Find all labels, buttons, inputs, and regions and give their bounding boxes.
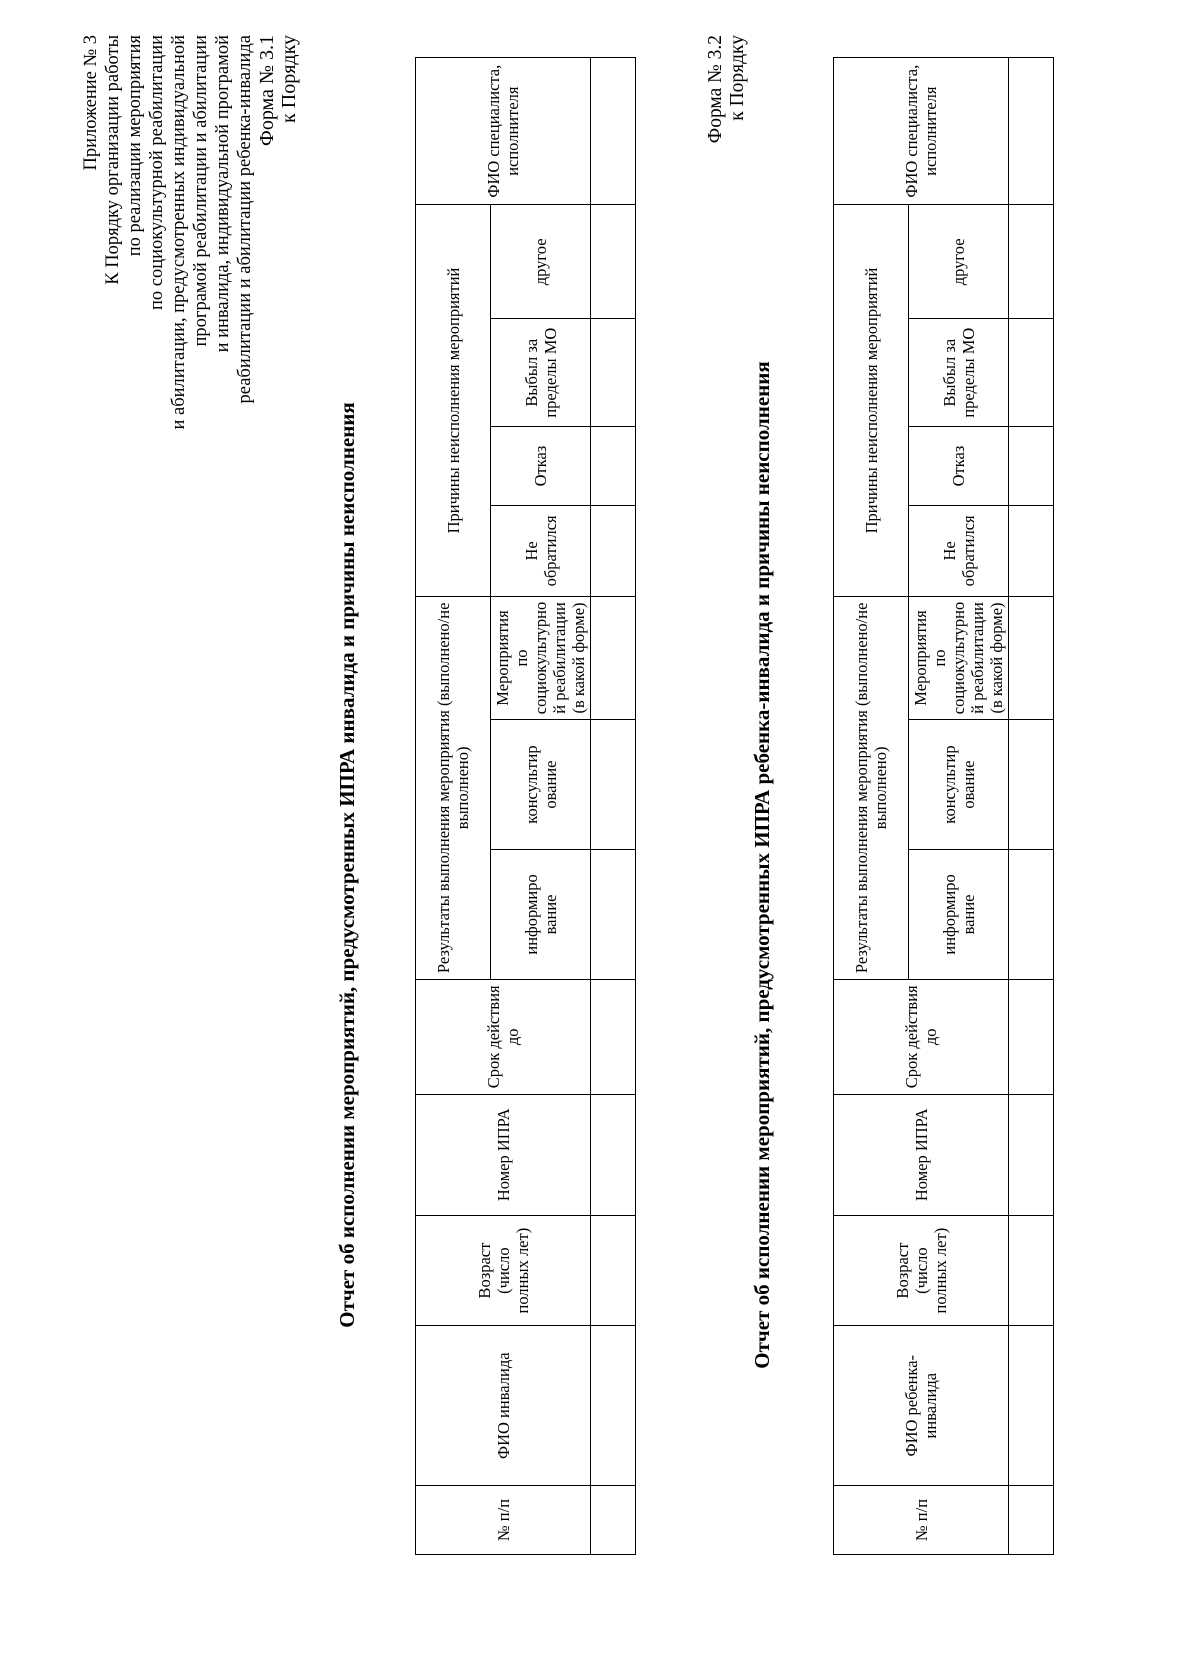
- cell-informing[interactable]: [591, 849, 636, 979]
- header-reasons: Причины неисполнения мероприятий: [416, 205, 491, 596]
- cell-num[interactable]: [591, 1486, 636, 1555]
- header-other: другое: [491, 205, 591, 319]
- header-num: № п/п: [834, 1486, 1009, 1555]
- cell-num[interactable]: [1009, 1486, 1054, 1555]
- header-not-applied: Не обратился: [909, 506, 1009, 597]
- header-term: Срок действия до: [416, 980, 591, 1095]
- appendix-line: Приложение № 3: [81, 35, 101, 171]
- header-other: другое: [909, 205, 1009, 319]
- cell-refusal[interactable]: [1009, 426, 1054, 505]
- cell-term[interactable]: [1009, 980, 1054, 1095]
- header-measures: Мероприятия по социокультурно й реабилитации (в какой форме): [491, 596, 591, 720]
- header-age: Возраст (число полных лет): [416, 1215, 591, 1325]
- header-age: Возраст (число полных лет): [834, 1215, 1009, 1325]
- cell-term[interactable]: [591, 980, 636, 1095]
- appendix-line: по социокультурной реабилитации: [147, 35, 167, 310]
- cell-specialist[interactable]: [1009, 58, 1054, 205]
- cell-left-area[interactable]: [591, 319, 636, 427]
- report-1-table: [415, 57, 636, 1555]
- appendix-line: програмой реабилитации и абилитации: [191, 35, 211, 347]
- header-specialist: ФИО специалиста, исполнителя: [834, 58, 1009, 205]
- cell-informing[interactable]: [1009, 849, 1054, 979]
- cell-measures[interactable]: [1009, 596, 1054, 720]
- cell-specialist[interactable]: [591, 58, 636, 205]
- table-row: [1009, 58, 1054, 1555]
- form-3-2-header: [705, 35, 749, 285]
- appendix-line: по реализации мероприятия: [125, 35, 145, 257]
- header-results: Результаты выполнения мероприятия (выполнено/не выполнено): [416, 596, 491, 979]
- cell-age[interactable]: [591, 1215, 636, 1325]
- header-results: Результаты выполнения мероприятия (выполнено/не выполнено): [834, 596, 909, 979]
- header-measures: Мероприятия по социокультурно й реабилитации (в какой форме): [909, 596, 1009, 720]
- header-consulting: консультир ование: [909, 720, 1009, 850]
- report-1-title: Отчет об исполнении мероприятий, предусмотренных ИПРА инвалида и причины неисполнения: [335, 402, 359, 1328]
- cell-measures[interactable]: [591, 596, 636, 720]
- cell-fio[interactable]: [1009, 1326, 1054, 1486]
- header-informing: информиро вание: [491, 849, 591, 979]
- header-ipra-number: Номер ИПРА: [416, 1094, 591, 1215]
- appendix-line: и абилитации, предусмотренных индивидуальной: [169, 35, 189, 430]
- cell-fio[interactable]: [591, 1326, 636, 1486]
- report-2-title: Отчет об исполнении мероприятий, предусмотренных ИПРА ребенка-инвалида и причины неисполнения: [750, 361, 774, 1369]
- cell-other[interactable]: [1009, 205, 1054, 319]
- cell-other[interactable]: [591, 205, 636, 319]
- appendix-line: К Порядку организации работы: [103, 35, 123, 285]
- cell-not-applied[interactable]: [1009, 506, 1054, 597]
- form-3-1-label: Форма № 3.1: [256, 35, 278, 146]
- table-row: [591, 58, 636, 1555]
- header-left-area: Выбыл за пределы МО: [491, 319, 591, 427]
- header-refusal: Отказ: [491, 426, 591, 505]
- header-informing: информиро вание: [909, 849, 1009, 979]
- header-fio: ФИО ребенка-инвалида: [834, 1326, 1009, 1486]
- header-consulting: консультир ование: [491, 720, 591, 850]
- header-ipra-number: Номер ИПРА: [834, 1094, 1009, 1215]
- header-not-applied: Не обратился: [491, 506, 591, 597]
- appendix-header: [80, 35, 300, 555]
- cell-refusal[interactable]: [591, 426, 636, 505]
- form-3-2-ref: к Порядку: [727, 35, 748, 121]
- appendix-line: и инвалида, индивидуальной програмой: [213, 35, 233, 353]
- cell-age[interactable]: [1009, 1215, 1054, 1325]
- report-2-table: [833, 57, 1054, 1555]
- cell-ipra-number[interactable]: [1009, 1094, 1054, 1215]
- header-term: Срок действия до: [834, 980, 1009, 1095]
- header-specialist: ФИО специалиста, исполнителя: [416, 58, 591, 205]
- header-fio: ФИО инвалида: [416, 1326, 591, 1486]
- cell-not-applied[interactable]: [591, 506, 636, 597]
- cell-left-area[interactable]: [1009, 319, 1054, 427]
- header-num: № п/п: [416, 1486, 591, 1555]
- header-refusal: Отказ: [909, 426, 1009, 505]
- form-3-2-label: Форма № 3.2: [705, 35, 726, 144]
- appendix-line: реабилитации и абилитации ребенка-инвалида: [235, 35, 255, 404]
- header-left-area: Выбыл за пределы МО: [909, 319, 1009, 427]
- form-3-1-ref: к Порядку: [278, 35, 300, 123]
- cell-consulting[interactable]: [591, 720, 636, 850]
- header-reasons: Причины неисполнения мероприятий: [834, 205, 909, 596]
- cell-ipra-number[interactable]: [591, 1094, 636, 1215]
- cell-consulting[interactable]: [1009, 720, 1054, 850]
